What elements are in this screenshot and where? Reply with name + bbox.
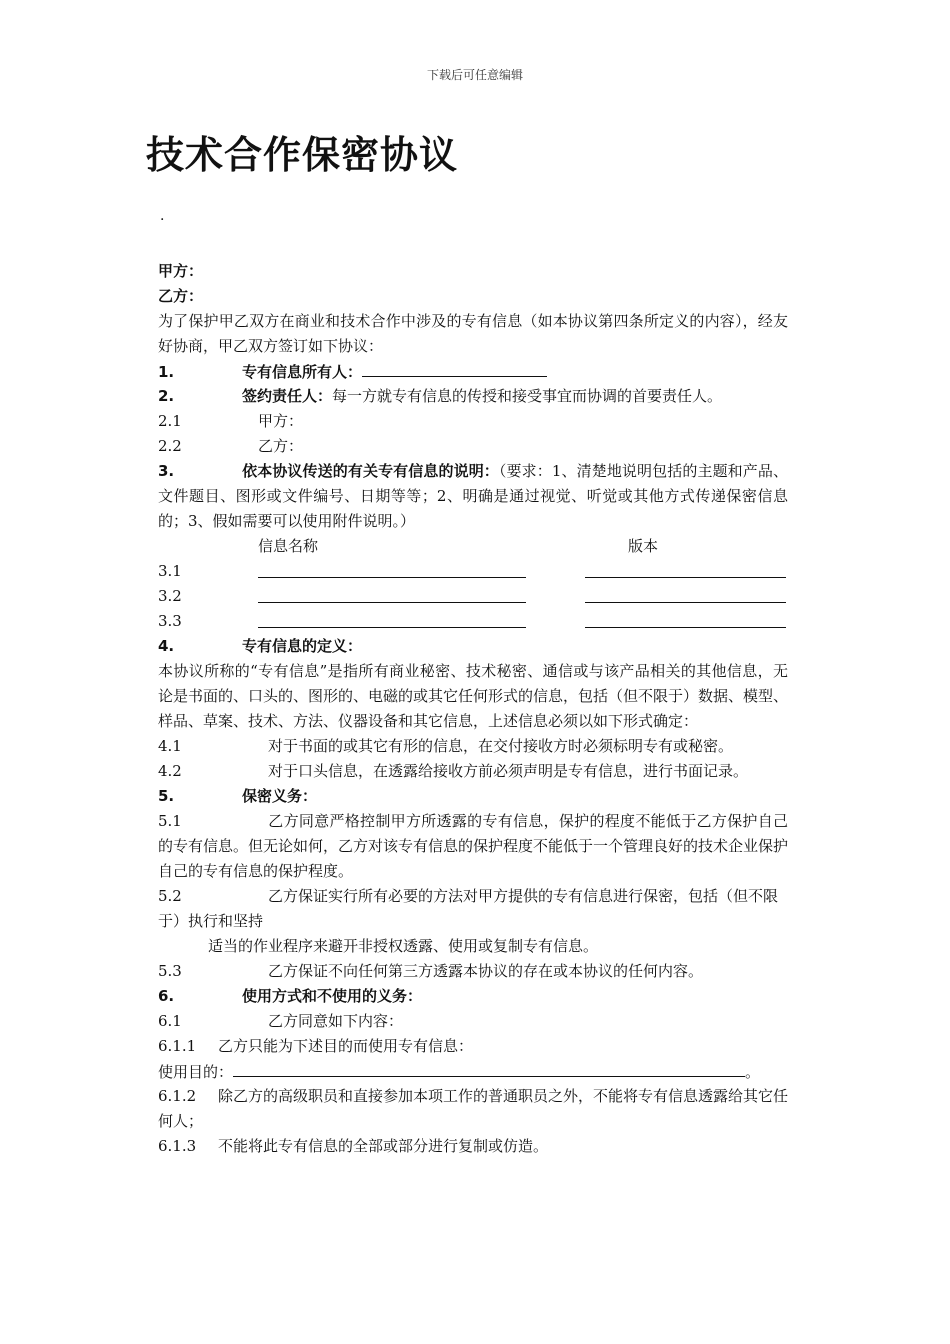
document-title: 技术合作保密协议 [146, 133, 459, 177]
clause-number: 6.1.1 [158, 1037, 197, 1055]
purpose-label: 使用目的： [158, 1063, 234, 1081]
party-a-label: 甲方： [158, 262, 204, 280]
clause-6-1 [158, 1009, 788, 1034]
bullet-mark: · [160, 212, 165, 228]
clause-number: 4.2 [158, 762, 182, 780]
section-5 [158, 784, 788, 809]
purpose-end: 。 [745, 1063, 761, 1081]
clause-5-1 [158, 809, 788, 884]
section-number: 6. [158, 987, 175, 1005]
section-heading: 专有信息所有人： [242, 363, 363, 381]
info-table-row [158, 559, 788, 584]
page-header: 下载后可任意编辑 [426, 68, 523, 82]
section-number: 3. [158, 462, 175, 480]
section-heading: 使用方式和不使用的义务： [242, 987, 423, 1005]
clause-text: 乙方同意严格控制甲方所透露的专有信息，保护的程度不能低于乙方保护自己的专有信息。但无论如何，乙方对该专有信息的保护程度不能低于一个管理良好的技术企业保护自己的专有信息的保护程度。 [158, 812, 789, 880]
info-table-row [158, 584, 788, 609]
clause-6-1-3 [158, 1134, 788, 1159]
clause-text: 乙方保证不向任何第三方透露本协议的存在或本协议的任何内容。 [268, 962, 704, 980]
clause-2-1 [158, 409, 788, 434]
section-heading: 依本协议传送的有关专有信息的说明： [242, 462, 499, 480]
section-text: 每一方就专有信息的传授和接受事宜而协调的首要责任人。 [332, 387, 723, 405]
clause-text: 乙方保证实行所有必要的方法对甲方提供的专有信息进行保密，包括（但不限于）执行和坚持 [158, 887, 779, 930]
section-4 [158, 634, 788, 659]
section-heading: 签约责任人： [242, 387, 333, 405]
section-heading: 保密义务： [242, 787, 318, 805]
row-number: 3.2 [158, 587, 182, 605]
section-3 [158, 459, 788, 534]
info-name-blank [258, 565, 526, 578]
info-table-header [158, 534, 788, 559]
section-number: 1. [158, 363, 175, 381]
clause-number: 5.2 [158, 887, 182, 905]
clause-5-3 [158, 959, 788, 984]
info-name-blank [258, 615, 526, 628]
section-2 [158, 384, 788, 409]
clause-number: 6.1.2 [158, 1087, 197, 1105]
section-heading: 专有信息的定义： [242, 637, 363, 655]
clause-5-2-continued: 适当的作业程序来避开非授权透露、使用或复制专有信息。 [208, 937, 599, 955]
info-table-row [158, 609, 788, 634]
section-text: （要求：1、清楚地说明包括的主题和产品、文件题目、图形或文件编号、日期等等；2、明确是通过视觉、听觉或其他方式传递保密信息的；3、假如需要可以使用附件说明。） [158, 462, 788, 530]
clause-2-2 [158, 434, 788, 459]
clause-6-1-2 [158, 1084, 788, 1134]
section-number: 5. [158, 787, 175, 805]
clause-text: 甲方： [258, 412, 304, 430]
clause-text: 对于口头信息，在透露给接收方前必须声明是专有信息，进行书面记录。 [268, 762, 749, 780]
info-name-blank [258, 590, 526, 603]
section-number: 4. [158, 637, 175, 655]
owner-blank [362, 359, 547, 377]
column-version: 版本 [628, 537, 659, 555]
section-6 [158, 984, 788, 1009]
clause-number: 2.2 [158, 437, 182, 455]
party-b-label: 乙方： [158, 287, 204, 305]
version-blank [585, 590, 786, 603]
clause-number: 6.1.3 [158, 1137, 197, 1155]
clause-number: 6.1 [158, 1012, 182, 1030]
clause-4-2 [158, 759, 788, 784]
version-blank [585, 565, 786, 578]
clause-6-1-1 [158, 1034, 788, 1059]
purpose-line [158, 1059, 788, 1084]
intro-paragraph: 为了保护甲乙双方在商业和技术合作中涉及的专有信息（如本协议第四条所定义的内容），经友好协商，甲乙双方签订如下协议： [158, 312, 788, 355]
document-body [158, 259, 788, 1159]
section-1 [158, 359, 788, 384]
clause-text: 乙方同意如下内容： [268, 1012, 404, 1030]
row-number: 3.3 [158, 612, 182, 630]
clause-4-1 [158, 734, 788, 759]
clause-text: 不能将此专有信息的全部或部分进行复制或仿造。 [218, 1137, 549, 1155]
section-4-text: 本协议所称的“专有信息”是指所有商业秘密、技术秘密、通信或与该产品相关的其他信息，无论是书面的、口头的、图形的、电磁的或其它任何形式的信息，包括（但不限于）数据、模型、样品、草案、技术、方法、仪器设备和其它信息，上述信息必须以如下形式确定： [158, 662, 789, 730]
clause-text: 乙方： [258, 437, 304, 455]
row-number: 3.1 [158, 562, 182, 580]
clause-text: 乙方只能为下述目的而使用专有信息： [218, 1037, 474, 1055]
clause-number: 5.3 [158, 962, 182, 980]
clause-number: 2.1 [158, 412, 182, 430]
version-blank [585, 615, 786, 628]
purpose-blank [233, 1059, 745, 1077]
clause-number: 5.1 [158, 812, 182, 830]
clause-text: 除乙方的高级职员和直接参加本项工作的普通职员之外，不能将专有信息透露给其它任何人； [158, 1087, 789, 1130]
clause-number: 4.1 [158, 737, 182, 755]
column-info-name: 信息名称 [258, 537, 319, 555]
section-number: 2. [158, 387, 175, 405]
clause-5-2 [158, 884, 788, 934]
clause-text: 对于书面的或其它有形的信息，在交付接收方时必须标明专有或秘密。 [268, 737, 734, 755]
